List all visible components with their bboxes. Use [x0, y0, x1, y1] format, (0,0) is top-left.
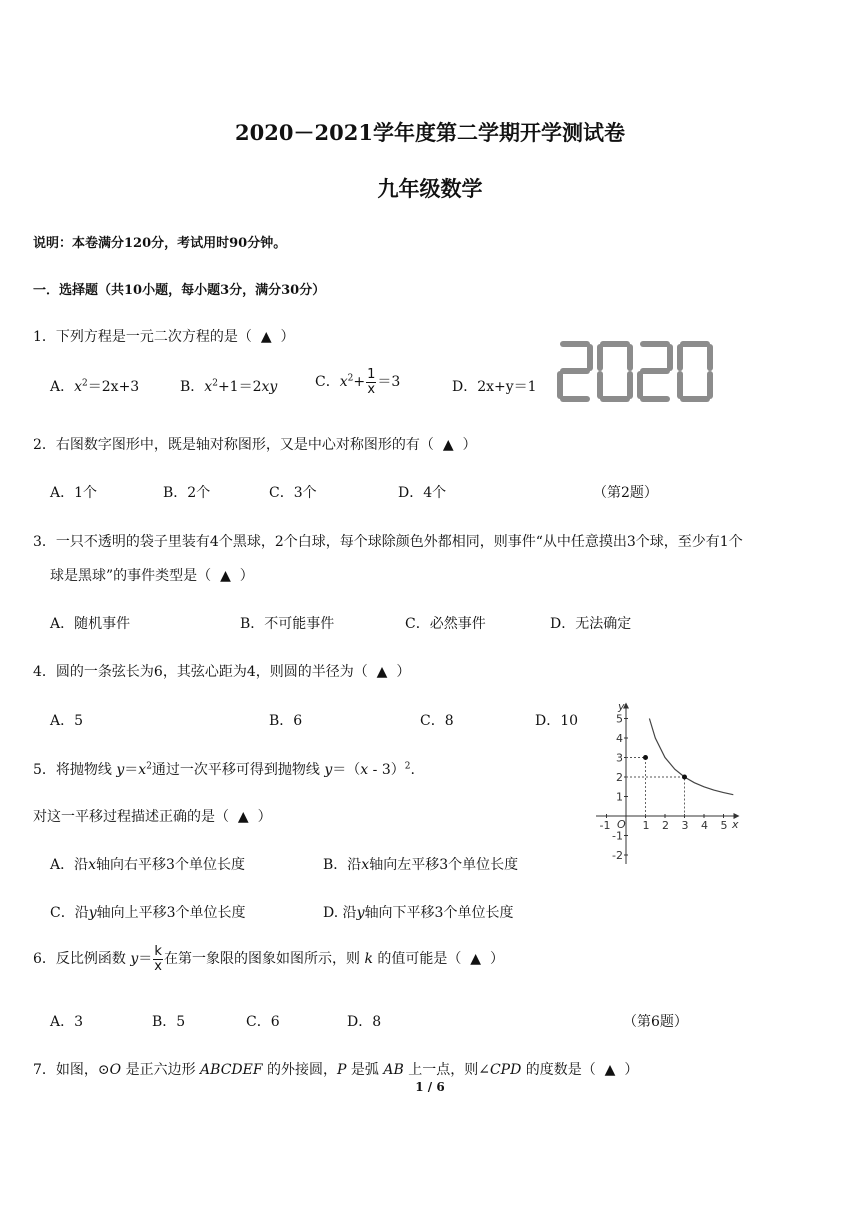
y-tick-label: -1: [612, 829, 623, 843]
x-axis-label: x: [732, 818, 739, 831]
q3-option-d: D．无法确定: [550, 616, 632, 632]
y-tick-label: 5: [616, 712, 623, 726]
x-tick-label: 2: [662, 819, 669, 832]
y-tick-label: 1: [616, 790, 623, 804]
digits-2020-figure: [555, 338, 715, 406]
q1-option-b: B．$x^2+1=2xy$: [180, 378, 278, 395]
y-axis-label: y: [618, 700, 625, 713]
question-4-stem: 4．圆的一条弦长为6，其弦心距为4，则圆的半径为（ ▲ ）: [33, 664, 411, 680]
q1-option-c: C．$x^2+$ $\frac{1}{x}$ ＝3: [315, 367, 401, 397]
data-point: [682, 775, 687, 780]
exam-title: 2020－2021学年度第二学期开学测试卷: [235, 120, 625, 145]
x-tick-label: 1: [642, 819, 650, 832]
y-tick-label: 4: [616, 732, 623, 745]
q5-option-c: C．沿y轴向上平移3个单位长度: [50, 905, 246, 921]
section-heading: 一．选择题（共10小题，每小题3分，满分30分）: [33, 283, 326, 298]
guide-line: [626, 758, 646, 817]
q2-option-c: C．3个: [269, 485, 317, 501]
q6-option-c: C．6: [246, 1014, 280, 1030]
question-3-stem-line2: 球是黑球”的事件类型是（ ▲ ）: [50, 568, 254, 584]
q3-option-a: A．随机事件: [50, 616, 131, 632]
digit-0-glyph: [600, 344, 630, 399]
q4-option-a: A．5: [50, 713, 84, 729]
q2-option-b: B．2个: [163, 485, 211, 501]
y-tick-label: 2: [616, 771, 623, 784]
fraction: $\frac{k}{x}$: [154, 944, 162, 974]
fraction: $\frac{1}{x}$: [367, 367, 376, 397]
q6-caption: （第6题）: [623, 1014, 688, 1030]
q4-option-c: C．8: [420, 713, 454, 729]
page-number: 1 / 6: [415, 1080, 445, 1094]
digit-2-glyph: [560, 344, 590, 399]
question-1-stem: 1．下列方程是一元二次方程的是（ ▲ ）: [33, 329, 295, 345]
q4-option-d: D．10: [535, 713, 579, 729]
q6-option-a: A．3: [50, 1014, 84, 1030]
question-5-stem: 5．将抛物线 $y=x^2$通过一次平移可得到抛物线 y＝（x - 3）$^2$.: [33, 761, 415, 778]
hyperbola-curve: [649, 719, 733, 795]
q2-caption: （第2题）: [593, 485, 658, 501]
q6-option-b: B．5: [152, 1014, 186, 1030]
x-tick-label: 5: [720, 819, 728, 832]
q5-option-d: D. 沿y轴向下平移3个单位长度: [323, 905, 514, 921]
x-tick-label: -1: [599, 819, 611, 832]
x-tick-label: 3: [681, 819, 689, 832]
q3-option-b: B．不可能事件: [240, 616, 335, 632]
exam-note: 说明：本卷满分120分，考试用时90分钟。: [33, 236, 287, 251]
y-tick-label: 3: [616, 751, 623, 765]
axis-ticks: [607, 719, 724, 856]
inverse-function-graph: [590, 700, 750, 868]
question-2-stem: 2．右图数字图形中，既是轴对称图形，又是中心对称图形的有（ ▲ ）: [33, 437, 477, 453]
data-point: [643, 755, 648, 760]
question-6-stem: 6．反比例函数 y＝ $\frac{k}{x}$ 在第一象限的图象如图所示，则 k 的值可能是（ ▲ ）: [33, 944, 504, 974]
q3-option-c: C．必然事件: [405, 616, 486, 632]
question-3-stem: 3．一只不透明的袋子里装有4个黑球，2个白球，每个球除颜色外都相同，则事件“从中任意摸出3个球，至少有1个: [33, 534, 743, 550]
q1-option-a: A．$x^2=2x+3$: [50, 378, 140, 395]
q1-option-d: D．2x+y＝1: [452, 379, 537, 395]
digit-2-glyph: [640, 344, 670, 399]
question-5-stem-line2: 对这一平移过程描述正确的是（ ▲ ）: [33, 809, 272, 825]
answer-marker: ▲: [260, 329, 272, 345]
q4-option-b: B．6: [269, 713, 303, 729]
x-tick-label: 4: [701, 819, 708, 832]
digit-0-glyph: [680, 344, 710, 399]
q2-option-a: A．1个: [50, 485, 98, 501]
question-7-stem: 7．如图，⊙O 是正六边形 ABCDEF 的外接圆，P 是弧 AB 上一点，则∠CPD 的度数是（ ▲ ）: [33, 1062, 639, 1078]
q2-option-d: D．4个: [398, 485, 447, 501]
q6-option-d: D．8: [347, 1014, 382, 1030]
guide-line: [626, 777, 685, 816]
origin-label: O: [617, 818, 626, 831]
q5-option-a: A．沿x轴向右平移3个单位长度: [50, 857, 245, 873]
q5-option-b: B．沿x轴向左平移3个单位长度: [323, 857, 519, 873]
exam-subtitle: 九年级数学: [377, 176, 483, 201]
y-tick-label: -2: [612, 849, 623, 862]
